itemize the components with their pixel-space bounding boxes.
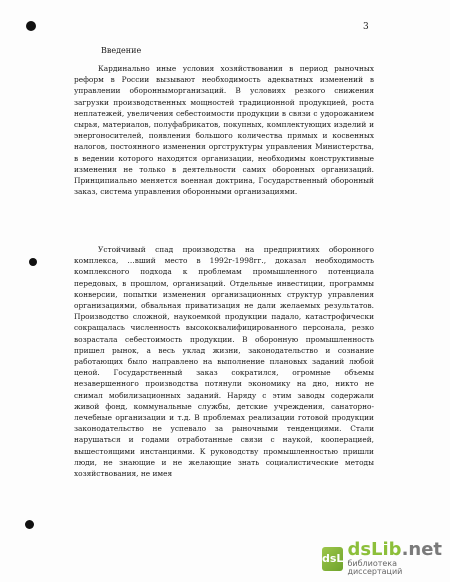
punch-hole-bottom [25, 520, 34, 529]
paragraph-2 [74, 244, 374, 479]
watermark[interactable] [322, 541, 450, 576]
watermark-brand-left: dsLib [347, 539, 402, 560]
punch-hole-middle [29, 258, 37, 266]
dslib-logo-icon: dsL [322, 547, 343, 571]
section-heading: Введение [101, 46, 142, 55]
watermark-brand-right: .net [401, 539, 443, 560]
page-number: 3 [363, 22, 369, 32]
watermark-text [347, 541, 450, 576]
paragraph-text: Кардинально иные условия хозяйствования в период рыночных реформ в России вызывают необходимость адекватных изменений в управлении оборонныморганизаций. В условиях резкого снижения загрузки производственных мощностей традиционной продукцией, роста неплатежей, увеличения себестоимости продукции в связи с удорожанием сырья, материалов, полуфабрикатов, покупных, комплектующих изделий и энергоносителей, появления большого количества прямых и косвенных налогов, постоянного изменения оргструктуры управления Министерства, в ведении которого находятся организации, необходимы конструктивные изменения не только в деятельности самих оборонных организаций. Принципиально меняется военная доктрина, Государственный оборонный заказ, система управления оборонными организациями. [74, 64, 374, 197]
watermark-subtitle: библиотека диссертаций [347, 559, 403, 576]
paragraph-text: Устойчивый спад производства на предприятиях оборонного комплекса, …вший место в 1992г-1998гг., доказал необходимость комплексного подхода к проблемам промышленного потенциала передовых, в прошлом, организаций. Отдельные инвестиции, программы конверсии, попытки изменения организационных структур управления организациями, обвальная приватизация не дали желаемых результатов. Производство сложной, наукоемкой продукции падало, катастрофически сокращалась численность высококвалифицированного персонала, резко возрастала себестоимость продукции. В оборонную промышленность пришел рынок, а весь уклад жизни, законодательство и сознание работающих было направлено на выполнение плановых заданий любой ценой. Государственный заказ сократился, огромные объемы незавершенного производства потянули экономику на дно, никто не снимал мобилизационных заданий. Наряду с этим заводы содержали живой фонд, коммунальные службы, детские учреждения, санаторно-лечебные организации и т.д. В проблемах реализации готовой продукции законодательство не успевало за рыночными тенденциями. Стали нарушаться и годами отработанные связи с наукой, кооперацией, вышестоящими инстанциями. К руководству промышленностью пришли люди, не знающие и не желающие знать социалистические методы хозяйствования, не имея [74, 245, 374, 479]
punch-hole-top [26, 21, 36, 31]
paragraph-1 [74, 63, 374, 197]
watermark-brand [347, 541, 450, 559]
